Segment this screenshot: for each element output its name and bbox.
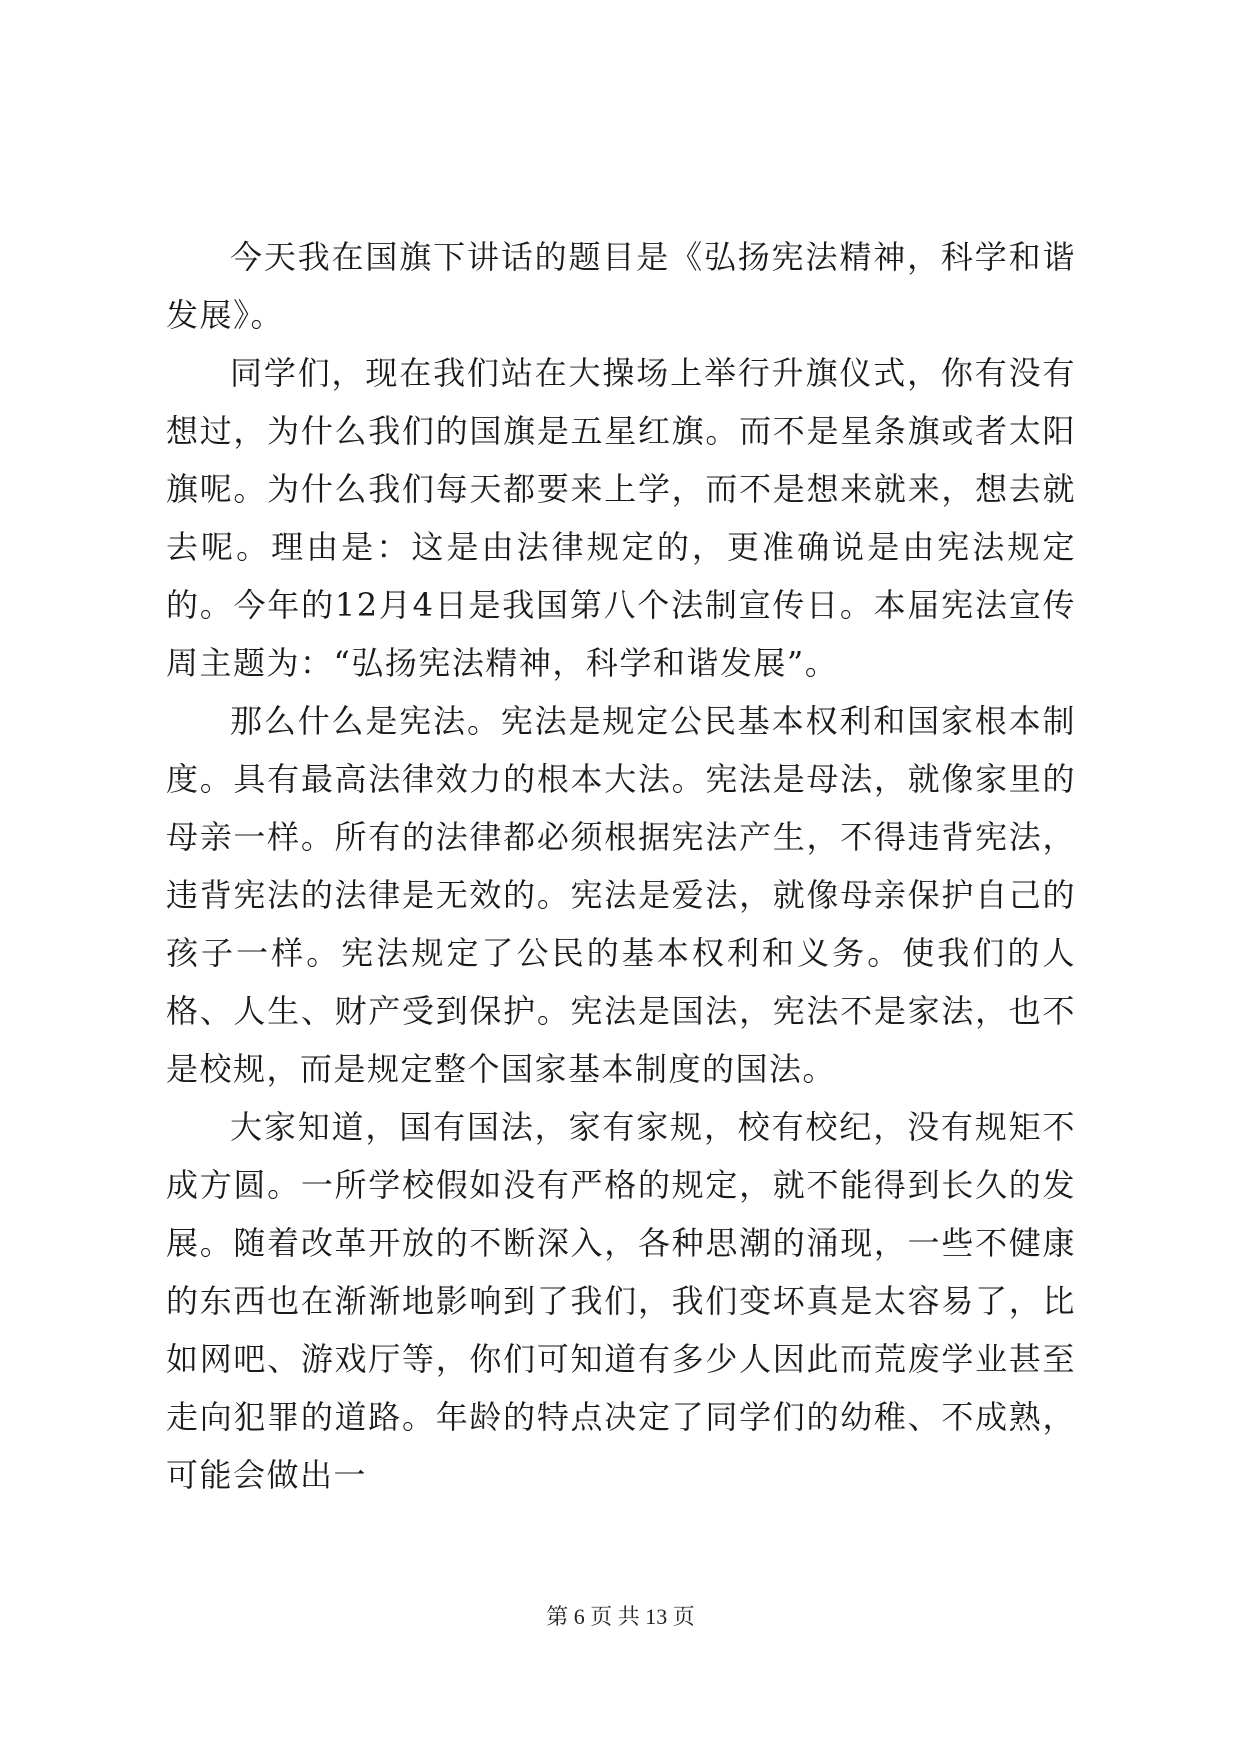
paragraph-4: 大家知道，国有国法，家有家规，校有校纪，没有规矩不成方圆。一所学校假如没有严格的规定，就不能得到长久的发展。随着改革开放的不断深入，各种思潮的涌现，一些不健康的东西也在渐渐地影响到了我们，我们变坏真是太容易了，比如网吧、游戏厅等，你们可知道有多少人因此而荒废学业甚至走向犯罪的道路。年龄的特点决定了同学们的幼稚、不成熟，可能会做出一 <box>166 1108 1076 1494</box>
paragraph-2: 同学们，现在我们站在大操场上举行升旗仪式，你有没有想过，为什么我们的国旗是五星红旗。而不是星条旗或者太阳旗呢。为什么我们每天都要来上学，而不是想来就来，想去就去呢。理由是：这是由法律规定的，更准确说是由宪法规定的。今年的12月4日是我国第八个法制宣传日。本届宪法宣传周主题为：“弘扬宪法精神，科学和谐发展”。 <box>166 354 1076 682</box>
body-text <box>166 228 1076 1504</box>
page-footer: 第 6 页 共 13 页 <box>546 1604 695 1629</box>
paragraph-1: 今天我在国旗下讲话的题目是《弘扬宪法精神，科学和谐发展》。 <box>166 238 1076 334</box>
paragraph-3: 那么什么是宪法。宪法是规定公民基本权利和国家根本制度。具有最高法律效力的根本大法。宪法是母法，就像家里的母亲一样。所有的法律都必须根据宪法产生，不得违背宪法，违背宪法的法律是无效的。宪法是爱法，就像母亲保护自己的孩子一样。宪法规定了公民的基本权利和义务。使我们的人格、人生、财产受到保护。宪法是国法，宪法不是家法，也不是校规，而是规定整个国家基本制度的国法。 <box>166 702 1076 1088</box>
